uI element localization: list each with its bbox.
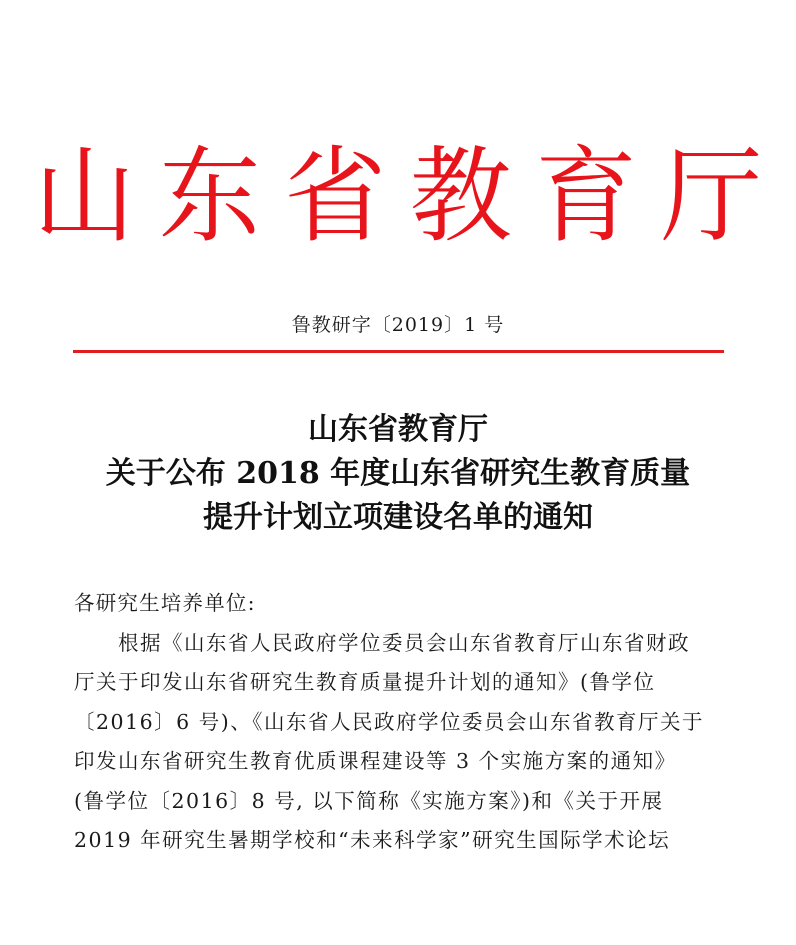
document-number: 鲁教研字〔2019〕1 号 [291, 314, 505, 336]
body-line-6: 2019 年研究生暑期学校和“未来科学家”研究生国际学术论坛 [74, 828, 671, 852]
body-line-5: (鲁学位〔2016〕8 号, 以下简称《实施方案》)和《关于开展 [74, 788, 664, 813]
body-line-2: 厅关于印发山东省研究生教育质量提升计划的通知》(鲁学位 [74, 670, 656, 694]
organization-header: 山东省教育厅 [33, 135, 787, 257]
notice-title [0, 408, 796, 540]
body-line-4: 印发山东省研究生教育优质课程建设等 3 个实施方案的通知》 [74, 749, 677, 773]
title-line-3: 提升计划立项建设名单的通知 [203, 500, 593, 535]
red-divider-line [73, 350, 724, 353]
body-line-3: 〔2016〕6 号)、《山东省人民政府学位委员会山东省教育厅关于 [74, 709, 704, 734]
title-line-1: 山东省教育厅 [308, 412, 488, 447]
notice-body [74, 584, 726, 861]
body-line-1: 根据《山东省人民政府学位委员会山东省教育厅山东省财政 [74, 630, 690, 655]
title-line-2: 关于公布 2018 年度山东省研究生教育质量 [105, 456, 691, 491]
salutation: 各研究生培养单位: [74, 591, 256, 615]
